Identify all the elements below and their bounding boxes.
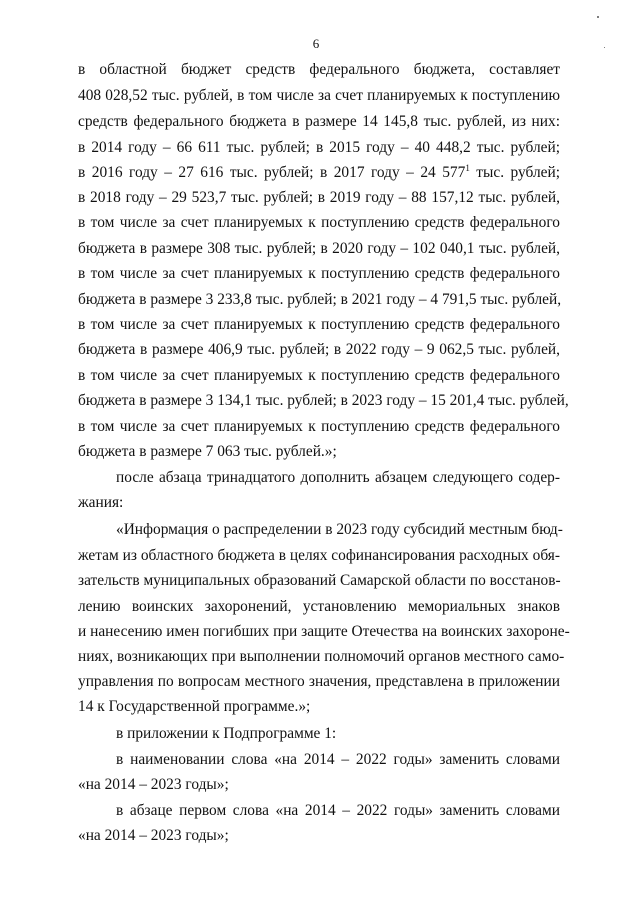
text-line: бюджета в размере 406,9 тыс. рублей; в 2022 году – 9 062,5 тыс. рублей, <box>78 341 560 358</box>
text-line: бюджета в размере 3 233,8 тыс. рублей; в 2021 году – 4 791,5 тыс. рублей, <box>78 291 562 308</box>
text-line: в приложении к Подпрограмме 1: <box>116 725 337 742</box>
text-line: в 2014 году – 66 611 тыс. рублей; в 2015 году – 40 448,2 тыс. рублей; <box>78 139 560 156</box>
text-line: «Информация о распределении в 2023 году субсидий местным бюд- <box>116 521 563 538</box>
text-line: и нанесению имен погибших при защите Отечества на воинских захороне- <box>78 623 570 640</box>
text-line: в наименовании слова «на 2014 – 2022 годы» заменить словами <box>116 751 560 768</box>
page-number: 6 <box>312 36 320 51</box>
text-line: управления по вопросам местного значения, представлена в приложении <box>78 673 560 690</box>
text-line: 408 028,52 тыс. рублей, в том числе за счет планируемых к поступлению <box>78 87 560 104</box>
text-line: после абзаца тринадцатого дополнить абзацем следующего содер- <box>116 469 560 486</box>
text-line: лению воинских захоронений, установлению мемориальных знаков <box>78 598 560 615</box>
footnote-mark: 1 <box>465 163 470 173</box>
text-line: в том числе за счет планируемых к поступлению средств федерального <box>78 418 560 435</box>
text-line: в том числе за счет планируемых к поступлению средств федерального <box>78 265 560 282</box>
text-line: бюджета в размере 308 тыс. рублей; в 2020 году – 102 040,1 тыс. рублей, <box>78 240 560 257</box>
text-line: «на 2014 – 2023 годы»; <box>78 776 229 793</box>
text-line: средств федерального бюджета в размере 14 145,8 тыс. рублей, из них: <box>78 113 560 130</box>
text-line: в 2018 году – 29 523,7 тыс. рублей; в 2019 году – 88 157,12 тыс. рублей, <box>78 189 560 206</box>
text-line: бюджета в размере 7 063 тыс. рублей.»; <box>78 443 337 460</box>
text-line: ниях, возникающих при выполнении полномочий органов местного само- <box>78 648 565 665</box>
text-line: в том числе за счет планируемых к поступлению средств федерального <box>78 214 560 231</box>
text-span: в 2016 году – 27 616 тыс. рублей; в 2017 году – 24 577 <box>78 164 466 181</box>
text-line: зательств муниципальных образований Самарской области по восстанов- <box>78 572 561 589</box>
text-span: тыс. рублей; <box>469 164 560 181</box>
scan-speck <box>597 16 599 18</box>
text-line: в областной бюджет средств федерального бюджета, составляет <box>78 61 560 78</box>
text-line: «на 2014 – 2023 годы»; <box>78 827 229 844</box>
text-line: в том числе за счет планируемых к поступлению средств федерального <box>78 367 560 384</box>
text-line: жетам из областного бюджета в целях софинансирования расходных обя- <box>78 547 560 564</box>
text-line <box>78 163 560 183</box>
text-line: в абзаце первом слова «на 2014 – 2022 годы» заменить словами <box>116 802 560 819</box>
text-line: жания: <box>78 494 124 511</box>
text-line: в том числе за счет планируемых к поступлению средств федерального <box>78 316 560 333</box>
text-line: бюджета в размере 3 134,1 тыс. рублей; в 2023 году – 15 201,4 тыс. рублей, <box>78 392 569 409</box>
text-line: 14 к Государственной программе.»; <box>78 698 311 715</box>
